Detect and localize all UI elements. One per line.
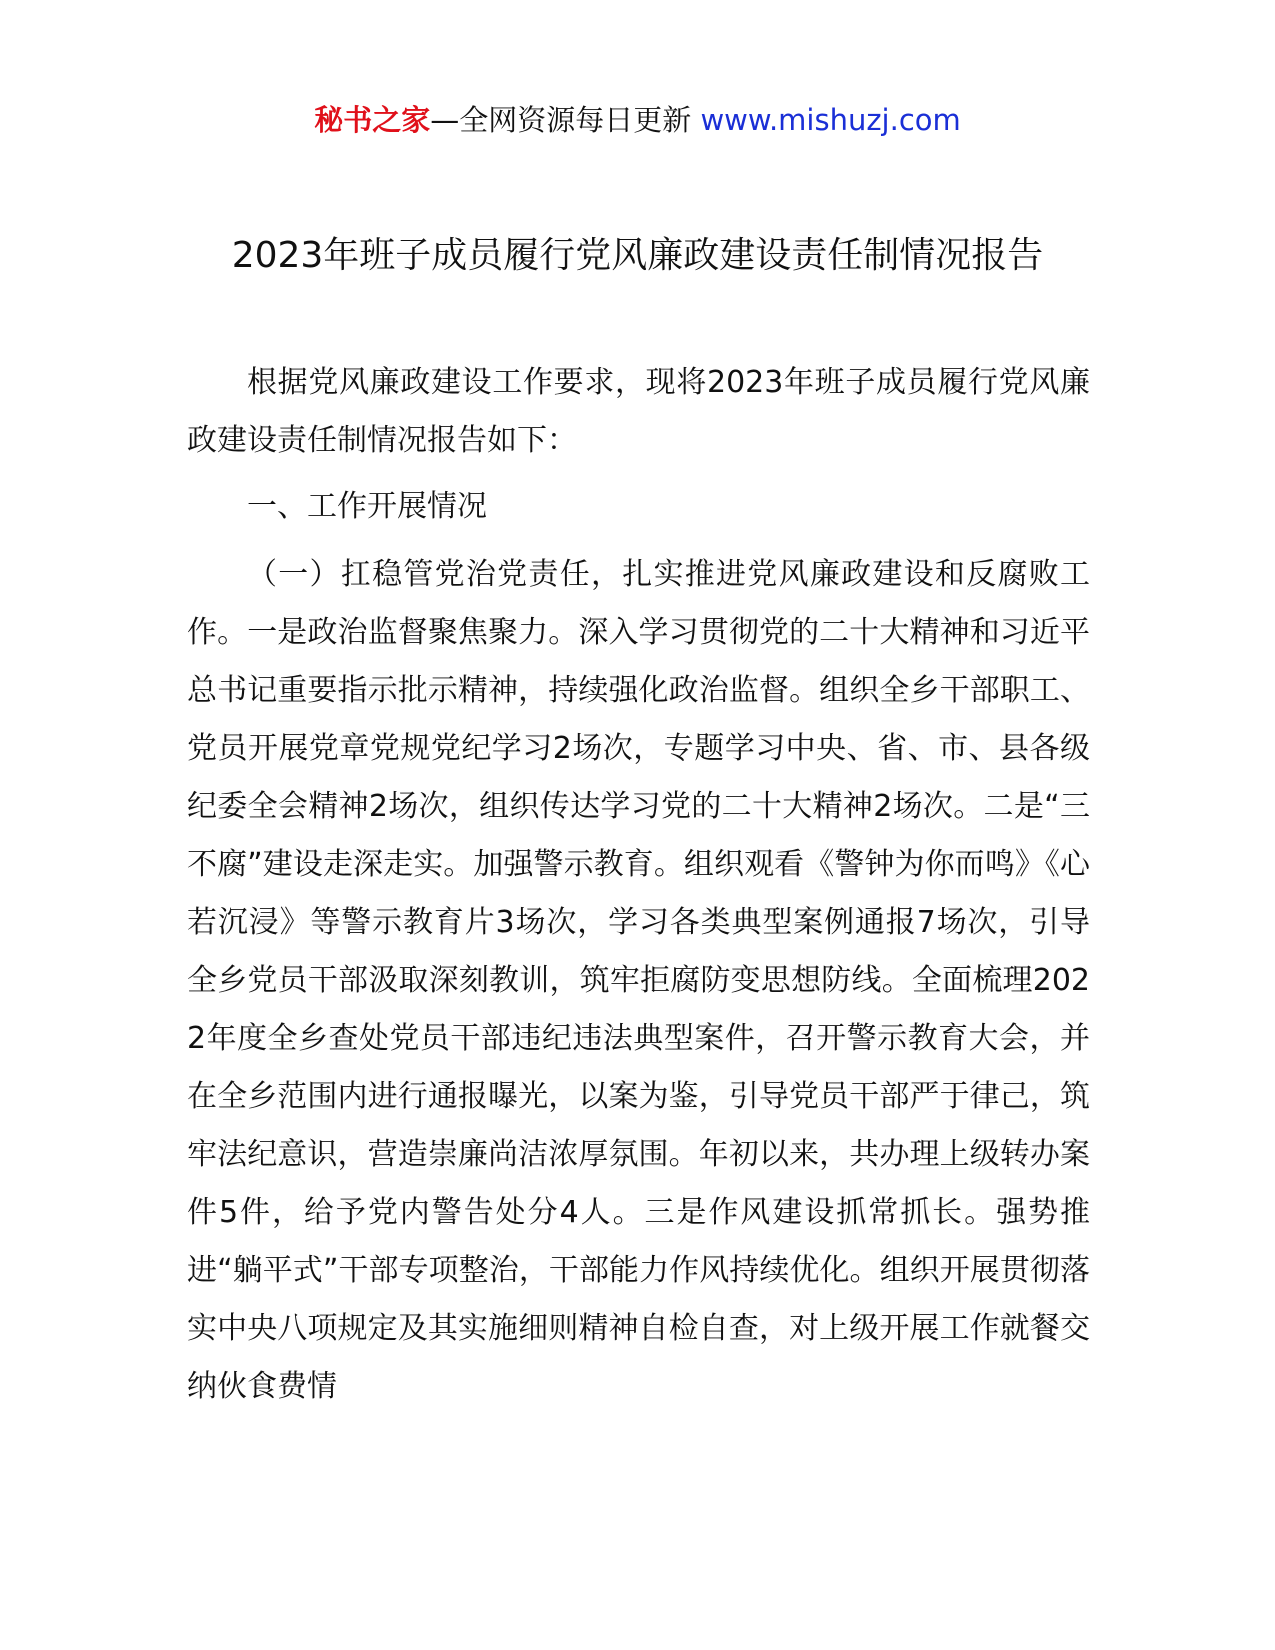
site-url-link[interactable]: www.mishuzj.com: [700, 103, 961, 137]
document-body: [187, 354, 1090, 1416]
site-header: [0, 100, 1275, 140]
header-slogan: —全网资源每日更新: [430, 103, 701, 137]
brand-name: 秘书之家: [314, 103, 431, 137]
section-heading: 一、工作开展情况: [247, 489, 487, 524]
body-paragraph: （一）扛稳管党治党责任，扎实推进党风廉政建设和反腐败工作。一是政治监督聚焦聚力。深入学习贯彻党的二十大精神和习近平总书记重要指示批示精神，持续强化政治监督。组织全乡干部职工、党员开展党章党规党纪学习2场次，专题学习中央、省、市、县各级纪委全会精神2场次，组织传达学习党的二十大精神2场次。二是“三不腐”建设走深走实。加强警示教育。组织观看《警钟为你而鸣》《心若沉浸》等警示教育片3场次，学习各类典型案例通报7场次，引导全乡党员干部汲取深刻教训，筑牢拒腐防变思想防线。全面梳理2022年度全乡查处党员干部违纪违法典型案件，召开警示教育大会，并在全乡范围内进行通报曝光，以案为鉴，引导党员干部严于律己，筑牢法纪意识，营造崇廉尚洁浓厚氛围。年初以来，共办理上级转办案件5件，给予党内警告处分4人。三是作风建设抓常抓长。强势推进“躺平式”干部专项整治，干部能力作风持续优化。组织开展贯彻落实中央八项规定及其实施细则精神自检自查，对上级开展工作就餐交纳伙食费情: [187, 557, 1090, 1404]
intro-paragraph: 根据党风廉政建设工作要求，现将2023年班子成员履行党风廉政建设责任制情况报告如下：: [187, 365, 1090, 458]
document-title: 2023年班子成员履行党风廉政建设责任制情况报告: [231, 235, 1044, 276]
